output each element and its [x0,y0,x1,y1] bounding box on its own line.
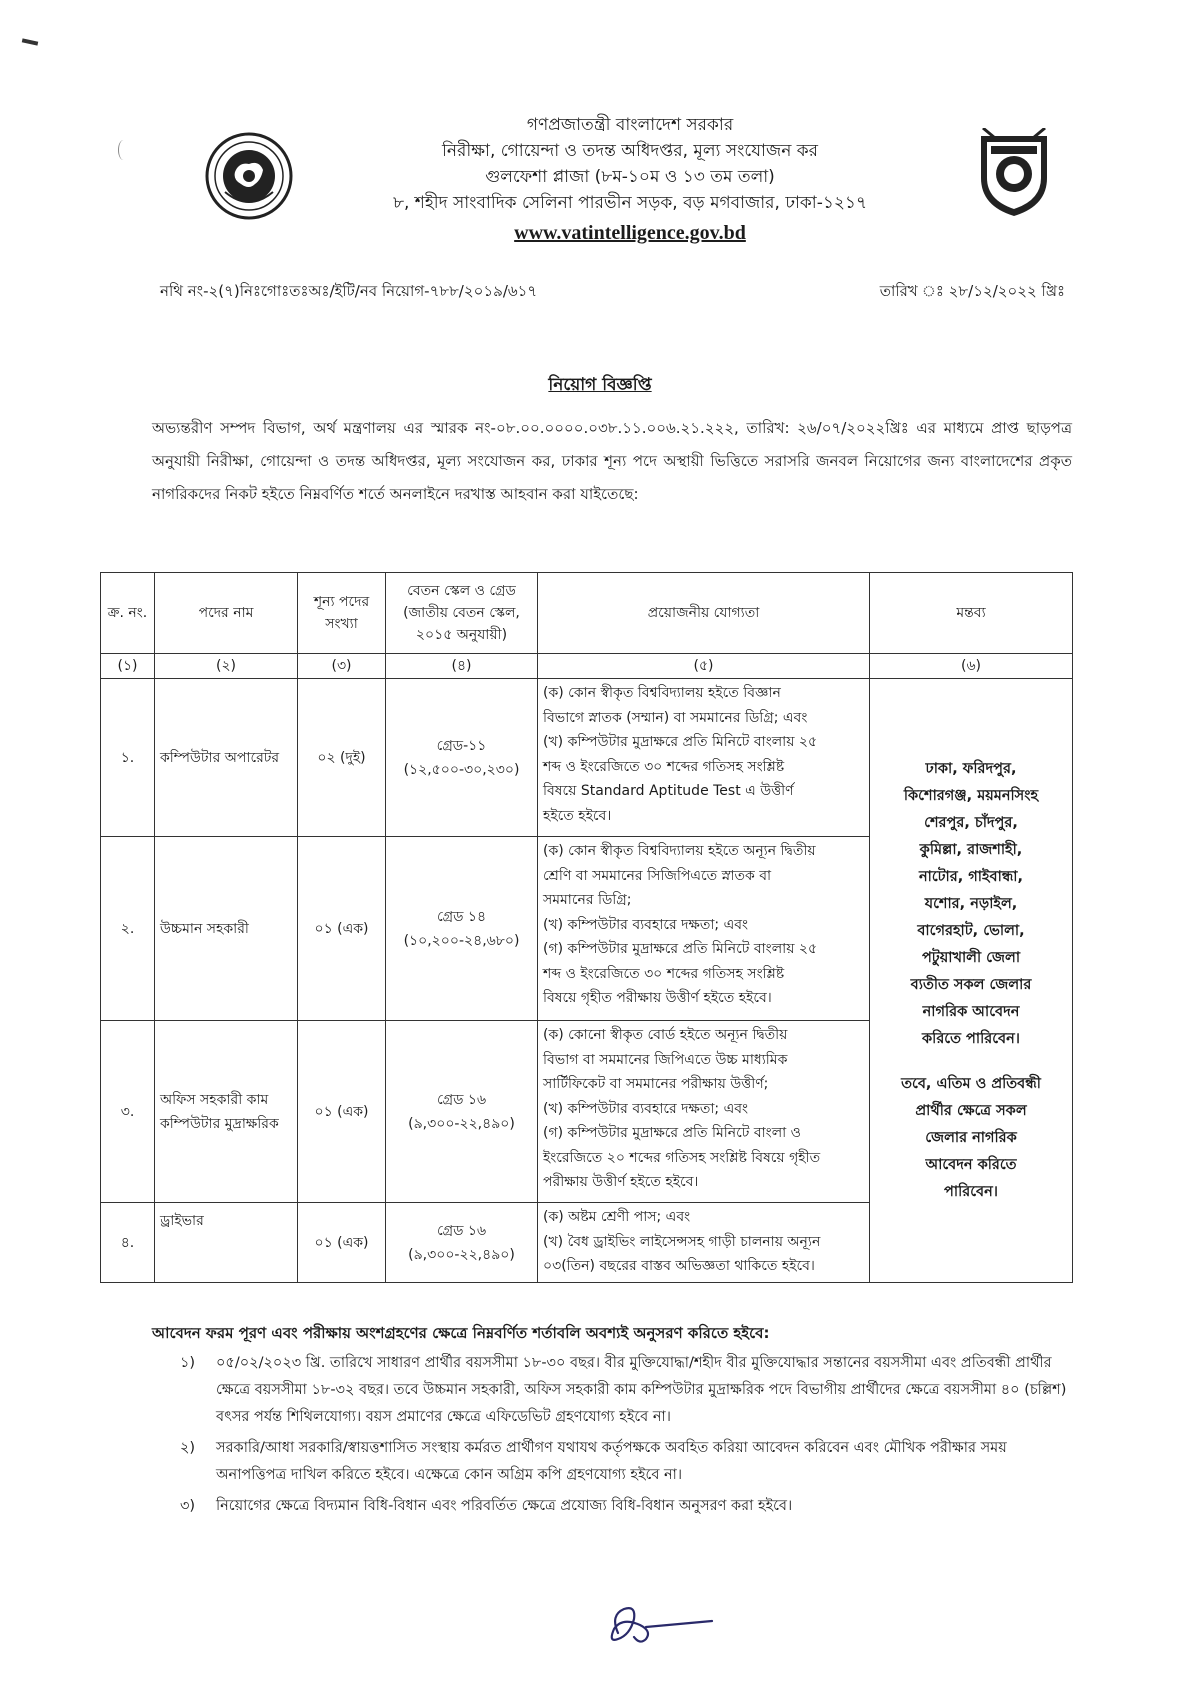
remarks-line: করিতে পারিবেন। [922,1030,1020,1047]
qualification-line: (ক) অষ্টম শ্রেণী পাস; এবং [543,1209,691,1225]
qualification-line: শ্রেণি বা সমমানের সিজিপিএতে স্নাতক বা [543,867,772,884]
conditions-heading: আবেদন ফরম পূরণ এবং পরীক্ষায় অংশগ্রহণের ক্ষেত্রে নিম্নবর্ণিত শর্তাবলি অবশ্যই অনুসরণ করিতে হইবে: [152,1324,770,1342]
remarks-line: নাটোর, গাইবান্ধা, [918,868,1024,885]
row-post-name: অফিস সহকারী কাম কম্পিউটার মুদ্রাক্ষরিক [155,1021,298,1203]
list-item [180,1350,1080,1431]
conditions-list [180,1350,1080,1524]
remarks-line: বাগেরহাট, ভোলা, [917,922,1025,939]
row-scale: (৯,৩০০-২২,৪৯০) [408,1115,515,1132]
qualification-line: বিষয়ে Standard Aptitude Test এ উত্তীর্ণ [543,783,794,799]
column-header-post-name: পদের নাম [155,573,298,654]
table-header-row [101,573,1073,654]
qualification-line: (খ) বৈধ ড্রাইভিং লাইসেন্সসহ গাড়ী চালনায় অন্যূন [543,1233,821,1250]
condition-text: নিয়োগের ক্ষেত্রে বিদ্যমান বিধি-বিধান এবং পরিবর্তিত ক্ষেত্রে প্রযোজ্য বিধি-বিধান অনুসরণ করা হইবে। [216,1498,793,1514]
notice-title: নিয়োগ বিজ্ঞপ্তি [548,375,652,395]
row-pay-scale [386,837,538,1021]
row-serial: ২. [101,837,155,1021]
header-department-name: নিরীক্ষা, গোয়েন্দা ও তদন্ত অধিদপ্তর, মূল্য সংযোজন কর [442,141,818,161]
column-header-remarks: মন্তব্য [870,573,1073,654]
condition-text: সরকারি/আধা সরকারি/স্বায়ত্তশাসিত সংস্থায় কর্মরত প্রার্থীগণ যথাযথ কর্তৃপক্ষকে অবহিত করিয়া আবেদন করিবেন এবং মৌখিক পরীক্ষার সময় অনাপত্তিপত্র দাখিল করিতে হইবে। এক্ষেত্রে কোন অগ্রিম কপি গ্রহণযোগ্য হইবে না। [216,1440,1007,1483]
header-address: ৮, শহীদ সাংবাদিক সেলিনা পারভীন সড়ক, বড় মগবাজার, ঢাকা-১২১৭ [392,193,868,213]
remarks-line: পারিবেন। [944,1183,998,1200]
remarks-line: শেরপুর, চাঁদপুর, [924,814,1018,831]
qualification-line: (ক) কোনো স্বীকৃত বোর্ড হইতে অন্যূন দ্বিতীয় [543,1027,788,1043]
table-row [101,679,1073,837]
row-qualification [538,679,870,837]
qualification-line: বিভাগ বা সমমানের জিপিএতে উচ্চ মাধ্যমিক [543,1051,788,1068]
qualification-line: পরীক্ষায় উত্তীর্ণ হইতে হইবে। [543,1174,699,1190]
scan-artifact [118,140,129,160]
remarks-line: ঢাকা, ফরিদপুর, [925,760,1017,777]
qualification-line: শব্দ ও ইংরেজিতে ৩০ শব্দের গতিসহ সংশ্লিষ্ট [543,965,785,982]
qualification-line: বিভাগে স্নাতক (সম্মান) বা সমমানের ডিগ্রি; এবং [543,709,808,726]
remarks-cell [870,679,1073,1283]
qualification-line: (খ) কম্পিউটার ব্যবহারে দক্ষতা; এবং [543,916,749,933]
remarks-line: আবেদন করিতে [925,1156,1017,1173]
remarks-line: তবে, এতিম ও প্রতিবন্ধী [901,1075,1041,1092]
qualification-line: বিষয়ে গৃহীত পরীক্ষায় উত্তীর্ণ হইতে হইবে। [543,990,772,1006]
condition-number: ২) [180,1440,196,1456]
row-pay-scale [386,1203,538,1283]
column-number-row [101,654,1073,679]
qualification-line: (ক) কোন স্বীকৃত বিশ্ববিদ্যালয় হইতে বিজ্ঞান [543,685,781,701]
row-grade: গ্রেড ১৬ [436,1222,487,1239]
header-government-name: গণপ্রজাতন্ত্রী বাংলাদেশ সরকার [526,115,734,135]
qualification-line: ০৩(তিন) বছরের বাস্তব অভিজ্ঞতা থাকিতে হইবে। [543,1258,815,1274]
row-post-name: উচ্চমান সহকারী [155,837,298,1021]
row-vacancies: ০১ (এক) [298,1021,386,1203]
reference-line [160,280,1065,305]
qualification-line: (খ) কম্পিউটার মুদ্রাক্ষরে প্রতি মিনিটে বাংলায় ২৫ [543,734,818,750]
remarks-line: পটুয়াখালী জেলা [921,949,1021,966]
column-header-serial: ক্র. নং. [101,573,155,654]
row-qualification [538,1203,870,1283]
remarks-line: যশোর, নড়াইল, [924,895,1018,912]
row-serial: ৪. [101,1203,155,1283]
column-number: (৫) [538,654,870,679]
column-number: (২) [155,654,298,679]
row-grade: গ্রেড ১৪ [436,908,487,925]
condition-text: ০৫/০২/২০২৩ খ্রি. তারিখে সাধারণ প্রার্থীর বয়সসীমা ১৮-৩০ বছর। বীর মুক্তিযোদ্ধা/শহীদ বীর মুক্তিযোদ্ধার সন্তানের বয়সসীমা এবং প্রতিবন্ধী প্রার্থীর ক্ষেত্রে বয়সসীমা ১৮-৩২ বছর। তবে উচ্চমান সহকারী, অফিস সহকারী কাম কম্পিউটার মুদ্রাক্ষরিক পদে বিভাগীয় প্রার্থীদের ক্ষেত্রে বয়সসীমা ৪০ (চল্লিশ) বৎসর পর্যন্ত শিথিলযোগ্য। বয়স প্রমাণের ক্ষেত্রে এফিডেভিট গ্রহণযোগ্য হইবে না। [216,1355,1067,1425]
row-pay-scale [386,1021,538,1203]
memo-date: তারিখ ঃ ২৮/১২/২০২২ খ্রিঃ [879,282,1065,300]
government-seal-icon [205,132,293,220]
scan-artifact [22,38,38,45]
row-vacancies: ০২ (দুই) [298,679,386,837]
intro-paragraph: অভ্যন্তরীণ সম্পদ বিভাগ, অর্থ মন্ত্রণালয় এর স্মারক নং-০৮.০০.০০০০.০৩৮.১১.০০৬.২১.২২২, তারিখ: ২৬/০৭/২০২২খ্রিঃ এর মাধ্যমে প্রাপ্ত ছাড়পত্র অনুযায়ী নিরীক্ষা, গোয়েন্দা ও তদন্ত অধিদপ্তর, মূল্য সংযোজন কর, ঢাকার শূন্য পদে অস্থায়ী ভিত্তিতে সরাসরি জনবল নিয়োগের জন্য বাংলাদেশের প্রকৃত নাগরিকদের নিকট হইতে নিম্নবর্ণিত শর্তে অনলাইনে দরখাস্ত আহবান করা যাইতেছে: [152,419,1072,503]
condition-number: ১) [180,1355,196,1371]
qualification-line: সমমানের ডিগ্রি; [543,892,632,908]
vacancy-table [100,572,1073,1283]
list-item [180,1435,1080,1489]
letterhead [300,112,960,246]
memo-number: নথি নং-২(৭)নিঃগোঃতঃঅঃ/ইটি/নব নিয়োগ-৭৮৮/২০১৯/৬১৭ [160,282,538,300]
column-number: (৬) [870,654,1073,679]
list-item [180,1493,1080,1520]
remarks-line: প্রার্থীর ক্ষেত্রে সকল [915,1102,1027,1119]
row-scale: (১২,৫০০-৩০,২৩০) [403,761,520,778]
signature-icon [600,1595,720,1655]
column-number: (৪) [386,654,538,679]
remarks-line: কিশোরগঞ্জ, ময়মনসিংহ [903,787,1039,804]
column-number: (১) [101,654,155,679]
qualification-line: (গ) কম্পিউটার মুদ্রাক্ষরে প্রতি মিনিটে বাংলায় ২৫ [543,941,818,957]
row-serial: ৩. [101,1021,155,1203]
header-building: গুলফেশা প্লাজা (৮ম-১০ম ও ১৩ তম তলা) [485,167,775,187]
remarks-line: কুমিল্লা, রাজশাহী, [919,841,1023,858]
row-grade: গ্রেড-১১ [436,737,487,754]
department-logo-icon [975,128,1053,218]
row-qualification [538,1021,870,1203]
column-header-vacancies: শূন্য পদের সংখ্যা [298,573,386,654]
qualification-line: ইংরেজিতে ২০ শব্দের গতিসহ সংশ্লিষ্ট বিষয়ে গৃহীত [543,1149,821,1166]
remarks-line: জেলার নাগরিক [925,1129,1017,1146]
qualification-line: (গ) কম্পিউটার মুদ্রাক্ষরে প্রতি মিনিটে বাংলা ও [543,1125,801,1141]
header-website-link[interactable]: www.vatintelligence.gov.bd [514,222,746,244]
row-vacancies: ০১ (এক) [298,1203,386,1283]
row-scale: (১০,২০০-২৪,৬৮০) [403,932,520,949]
column-header-pay-scale: বেতন স্কেল ও গ্রেড (জাতীয় বেতন স্কেল, ২০১৫ অনুযায়ী) [386,573,538,654]
qualification-line: হইতে হইবে। [543,807,612,824]
qualification-line: সার্টিফিকেট বা সমমানের পরীক্ষায় উত্তীর্ণ; [543,1076,769,1092]
qualification-line: শব্দ ও ইংরেজিতে ৩০ শব্দের গতিসহ সংশ্লিষ্ট [543,758,785,775]
row-post-name: ড্রাইভার [155,1203,298,1283]
column-number: (৩) [298,654,386,679]
qualification-line: (ক) কোন স্বীকৃত বিশ্ববিদ্যালয় হইতে অন্যূন দ্বিতীয় [543,843,816,859]
condition-number: ৩) [180,1498,196,1514]
qualification-line: (খ) কম্পিউটার ব্যবহারে দক্ষতা; এবং [543,1100,749,1117]
row-qualification [538,837,870,1021]
row-post-name: কম্পিউটার অপারেটর [155,679,298,837]
remarks-line: ব্যতীত সকল জেলার [910,976,1032,993]
row-scale: (৯,৩০০-২২,৪৯০) [408,1246,515,1263]
row-vacancies: ০১ (এক) [298,837,386,1021]
row-pay-scale [386,679,538,837]
row-serial: ১. [101,679,155,837]
remarks-line: নাগরিক আবেদন [922,1003,1020,1020]
row-grade: গ্রেড ১৬ [436,1091,487,1108]
column-header-qualification: প্রয়োজনীয় যোগ্যতা [538,573,870,654]
